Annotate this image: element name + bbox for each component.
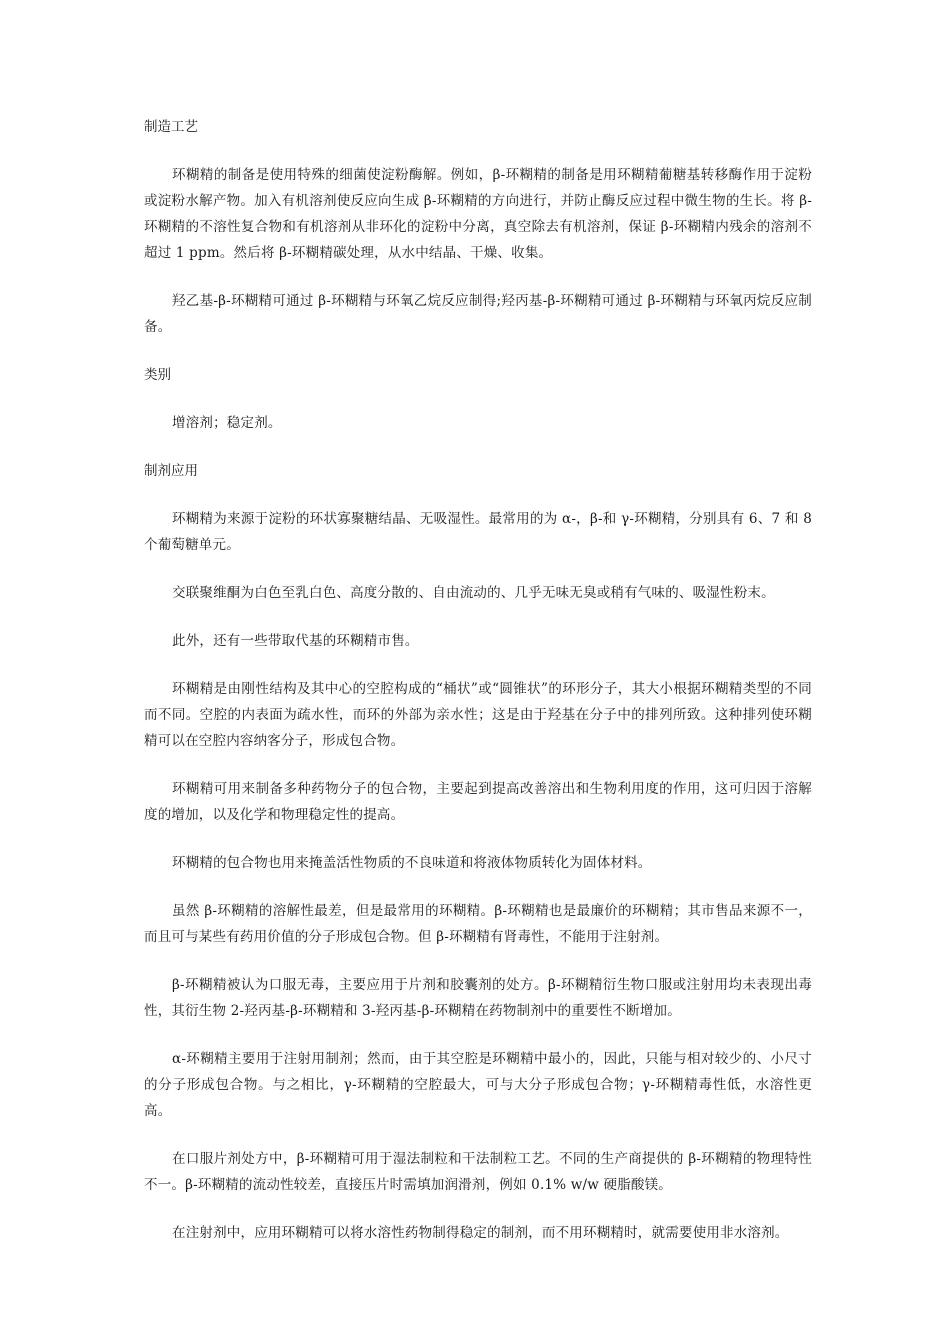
paragraph: 环糊精的制备是使用特殊的细菌使淀粉酶解。例如，β-环糊精的制备是用环糊精葡糖基转移酶作用于淀粉或淀粉水解产物。加入有机溶剂使反应向生成 β-环糊精的方向进行，并防止酶反应过程中微生物的生长。将 β-环糊精的不溶性复合物和有机溶剂从非环化的淀粉中分离，真空除去有机溶剂，保证 β-环糊精内残余的溶剂不超过 1 ppm。然后将 β-环糊精碳处理，从水中结晶、干燥、收集。 [144, 167, 812, 261]
paragraph: 虽然 β-环糊精的溶解性最差，但是最常用的环糊精。β-环糊精也是最廉价的环糊精；其市售品来源不一，而且可与某些有药用价值的分子形成包合物。但 β-环糊精有肾毒性，不能用于注射剂。 [144, 903, 812, 945]
paragraph: 在口服片剂处方中，β-环糊精可用于湿法制粒和干法制粒工艺。不同的生产商提供的 β-环糊精的物理特性不一。β-环糊精的流动性较差，直接压片时需填加润滑剂，例如 0.1% w/w 硬脂酸镁。 [144, 1151, 812, 1193]
paragraph: 环糊精的包合物也用来掩盖活性物质的不良味道和将液体物质转化为固体材料。 [172, 855, 652, 871]
paragraph: α-环糊精主要用于注射用制剂；然而，由于其空腔是环糊精中最小的，因此，只能与相对较少的、小尺寸的分子形成包合物。与之相比，γ-环糊精的空腔最大，可与大分子形成包合物；γ-环糊精毒性低，水溶性更高。 [144, 1051, 812, 1119]
paragraph: 此外，还有一些带取代基的环糊精市售。 [172, 633, 419, 649]
section-manufacturing [144, 114, 812, 340]
section-heading: 制造工艺 [144, 119, 198, 135]
section-category [144, 362, 812, 436]
section-formulation-use [144, 458, 812, 1246]
paragraph: 环糊精可用来制备多种药物分子的包合物，主要起到提高改善溶出和生物利用度的作用，这可归因于溶解度的增加，以及化学和物理稳定性的提高。 [144, 781, 812, 823]
paragraph: 增溶剂；稳定剂。 [172, 415, 282, 431]
section-heading: 制剂应用 [144, 463, 198, 479]
document-body [144, 114, 812, 1268]
paragraph: 环糊精为来源于淀粉的环状寡聚糖结晶、无吸湿性。最常用的为 α-，β-和 γ-环糊精，分别具有 6、7 和 8 个葡萄糖单元。 [144, 511, 812, 553]
paragraph: 羟乙基-β-环糊精可通过 β-环糊精与环氧乙烷反应制得;羟丙基-β-环糊精可通过 β-环糊精与环氧丙烷反应制备。 [144, 293, 812, 335]
paragraph: 交联聚维酮为白色至乳白色、高度分散的、自由流动的、几乎无味无臭或稍有气味的、吸湿性粉末。 [172, 585, 775, 601]
paragraph: 环糊精是由刚性结构及其中心的空腔构成的“桶状”或“圆锥状”的环形分子，其大小根据环糊精类型的不同而不同。空腔的内表面为疏水性，而环的外部为亲水性；这是由于羟基在分子中的排列所致。这种排列使环糊精可以在空腔内容纳客分子，形成包合物。 [144, 681, 812, 749]
section-heading: 类别 [144, 367, 171, 383]
paragraph: 在注射剂中，应用环糊精可以将水溶性药物制得稳定的制剂，而不用环糊精时，就需要使用非水溶剂。 [172, 1225, 789, 1241]
paragraph: β-环糊精被认为口服无毒，主要应用于片剂和胶囊剂的处方。β-环糊精衍生物口服或注射用均未表现出毒性，其衍生物 2-羟丙基-β-环糊精和 3-羟丙基-β-环糊精在药物制剂中的重要性不断增加。 [144, 977, 812, 1019]
